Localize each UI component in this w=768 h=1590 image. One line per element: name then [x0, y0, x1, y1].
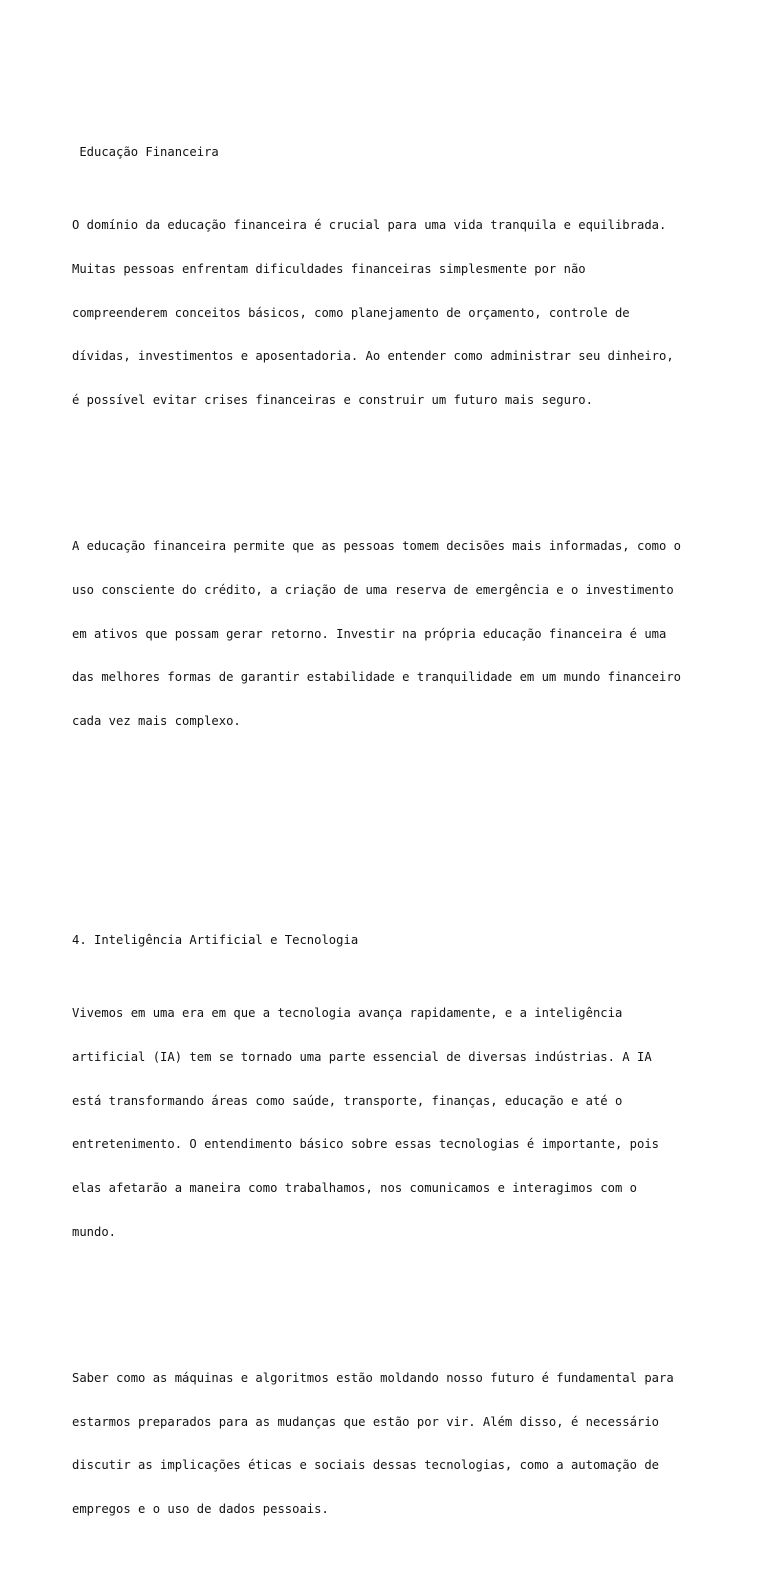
paragraph	[72, 510, 712, 758]
text-line: O domínio da educação financeira é crucial para uma vida tranquila e equilibrada.	[72, 217, 667, 232]
paragraph	[72, 1342, 712, 1546]
paragraph-spacer	[72, 466, 712, 481]
document-page	[72, 72, 712, 1590]
section-heading: Educação Financeira	[72, 144, 219, 159]
paragraph	[72, 189, 712, 437]
text-line: Muitas pessoas enfrentam dificuldades financeiras simplesmente por não	[72, 261, 586, 276]
text-line: mundo.	[72, 1224, 117, 1239]
section-financial-education	[72, 116, 712, 787]
text-line: está transformando áreas como saúde, transporte, finanças, educação e até o	[72, 1093, 623, 1108]
text-line: A educação financeira permite que as pessoas tomem decisões mais informadas, como o	[72, 539, 682, 553]
text-line: em ativos que possam gerar retorno. Investir na própria educação financeira é uma	[72, 626, 667, 641]
text-line: é possível evitar crises financeiras e construir um futuro mais seguro.	[72, 393, 593, 408]
text-line: Vivemos em uma era em que a tecnologia avança rapidamente, e a inteligência	[72, 1006, 623, 1020]
text-line: cada vez mais complexo.	[72, 714, 241, 729]
text-line: das melhores formas de garantir estabilidade e tranquilidade em um mundo financeiro	[72, 670, 682, 685]
section-spacer	[72, 831, 712, 846]
text-line: entretenimento. O entendimento básico sobre essas tecnologias é importante, pois	[72, 1137, 659, 1152]
text-line: Saber como as máquinas e algoritmos estão moldando nosso futuro é fundamental para	[72, 1370, 674, 1385]
text-line: estarmos preparados para as mudanças que estão por vir. Além disso, é necessário	[72, 1414, 659, 1429]
text-line: artificial (IA) tem se tornado uma parte essencial de diversas indústrias. A IA	[72, 1049, 652, 1064]
paragraph	[72, 977, 712, 1269]
text-line: empregos e o uso de dados pessoais.	[72, 1502, 329, 1517]
paragraph-spacer	[72, 1298, 712, 1313]
section-heading: 4. Inteligência Artificial e Tecnologia	[72, 933, 359, 948]
text-line: uso consciente do crédito, a criação de uma reserva de emergência e o investimento	[72, 582, 674, 597]
text-line: elas afetarão a maneira como trabalhamos, nos comunicamos e interagimos com o	[72, 1181, 637, 1196]
text-line: discutir as implicações éticas e sociais dessas tecnologias, como a automação de	[72, 1458, 659, 1473]
text-line: dívidas, investimentos e aposentadoria. Ao entender como administrar seu dinheiro,	[72, 349, 674, 364]
section-ai-technology	[72, 904, 712, 1575]
text-line: compreenderem conceitos básicos, como planejamento de orçamento, controle de	[72, 305, 630, 320]
